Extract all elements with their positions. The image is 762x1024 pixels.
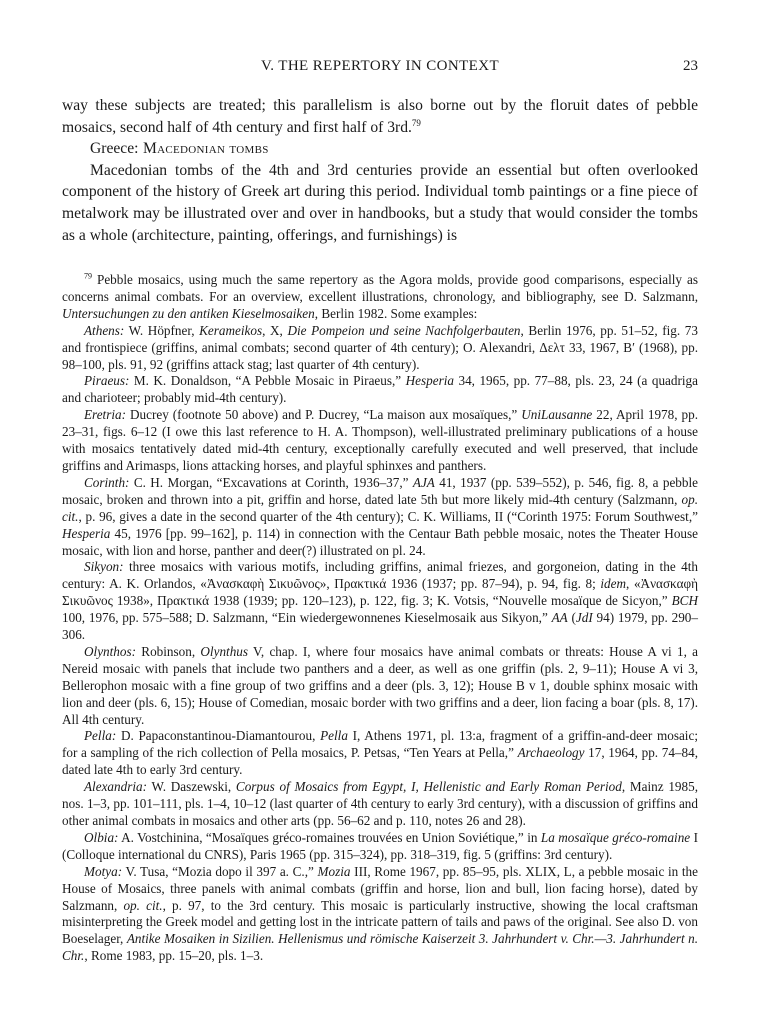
footnote-79: $^{79}$ Pebble mosaics, using much the same repertory as the Agora molds, provide good comparisons, especially as concerns animal combats. For an overview, excellent illustrations, chronology, and bibliography, see D. Salzmann, Untersuchungen zu den antiken Kieselmosaiken, Berlin 1982. Some examples: — [62, 271, 698, 321]
footnote-entry-olynthos: Olynthos: Robinson, Olynthus V, chap. I, where four mosaics have animal combats or threats: House A vi 1, a Nereid mosaic with panels that include two panthers and a deer, as well as one griffin (pls. 2, 9–11); House A vi 3, Bellerophon mosaic with a fine group of two griffins and a deer (pls. 3, 12); House B v 1, double sphinx mosaic with lion and deer (pls. 6, 15); House of Comedian, mosaic border with two griffins and a deer, lion facing a boar (pls. 8, 17). All 4th century. — [62, 643, 698, 727]
running-head — [62, 58, 698, 78]
footnote-entry-olbia: Olbia: A. Vostchinina, “Mosaïques gréco-romaines trouvées en Union Soviétique,” in La mosaïque gréco-romaine I (Colloque international du CNRS), Paris 1965 (pp. 315–324), pp. 318–319, fig. 5 (griffins: 3rd century). — [62, 829, 698, 862]
section-heading: Greece: Macedonian tombs — [90, 140, 269, 158]
paragraph-continuation: way these subjects are treated; this parallelism is also borne out by the floruit dates of pebble mosaics, second half of 4th century and first half of 3rd.$^{79}$ — [62, 97, 698, 136]
footnote-entry-sikyon: Sikyon: three mosaics with various motifs, including griffins, animal friezes, and gorgoneion, dating in the 4th century: A. K. Orlandos, «Ἀνασκαφὴ Σικυῶνος», Πρακτικά 1936 (1937; pp. 87–94), p. 94, fig. 8; idem, «Ἀνασκαφὴ Σικυῶνος 1938», Πρακτικά 1938 (1939; pp. 120–123), p. 122, fig. 3; K. Votsis, “Nouvelle mosaïque de Sicyon,” BCH 100, 1976, pp. 575–588; D. Salzmann, “Ein wiedergewonnenes Kieselmosaik aus Sikyon,” AA (JdI 94) 1979, pp. 290–306. — [62, 559, 698, 643]
footnote-entry-pella: Pella: D. Papaconstantinou-Diamantourou, Pella I, Athens 1971, pl. 13:a, fragment of a griffin-and-deer mosaic; for a sampling of the rich collection of Pella mosaics, P. Petsas, “Ten Years at Pella,” Archaeology 17, 1964, pp. 74–84, dated late 4th to early 3rd century. — [62, 728, 698, 778]
footnote-entry-eretria: Eretria: Ducrey (footnote 50 above) and P. Ducrey, “La maison aux mosaïques,” UniLausanne 22, April 1978, pp. 23–31, figs. 6–12 (I owe this last reference to H. A. Thompson), well-illustrated preliminary publications of a house with mosaics tentatively dated mid-4th century, exceptionally carefully executed and well preserved, that include griffins and Arimasps, lions attacking horses, and playful sphinxes and panthers. — [62, 407, 698, 473]
page-number: 23 — [683, 58, 698, 74]
paragraph-macedonian-tombs: Macedonian tombs of the 4th and 3rd centuries provide an essential but often overlooked component of the history of Greek art during this period. Individual tomb paintings or a fine piece of metalwork may be illustrated over and over in handbooks, but a study that would consider the tombs as a whole (architecture, painting, offerings, and furnishings) is — [62, 161, 698, 244]
footnote-reference: 79 — [411, 117, 421, 128]
footnote-entry-athens: Athens: W. Höpfner, Kerameikos, X, Die Pompeion und seine Nachfolgerbauten, Berlin 1976, pp. 51–52, fig. 73 and frontispiece (griffins, animal combats; second quarter of 4th century); O. Alexandri, Δελτ 33, 1967, Β′ (1968), pp. 98–100, pls. 91, 92 (griffins attack stag; last quarter of 4th century). — [62, 322, 699, 372]
footnotes — [62, 272, 698, 965]
footnote-entry-alexandria: Alexandria: W. Daszewski, Corpus of Mosaics from Egypt, I, Hellenistic and Early Roman Period, Mainz 1985, nos. 1–3, pp. 101–111, pls. 1–4, 10–12 (last quarter of 4th century to early 3rd century), with a discussion of griffins and other animal combats in mosaics and other arts (pp. 56–62 and p. 110, notes 26 and 28). — [62, 779, 698, 828]
footnote-entry-piraeus: Piraeus: M. K. Donaldson, “A Pebble Mosaic in Piraeus,” Hesperia 34, 1965, pp. 77–88, pls. 23, 24 (a quadriga and charioteer; probably mid-4th century). — [62, 373, 698, 406]
running-title: V. THE REPERTORY IN CONTEXT — [260, 58, 500, 74]
main-text — [62, 95, 698, 246]
footnote-entry-corinth: Corinth: C. H. Morgan, “Excavations at Corinth, 1936–37,” AJA 41, 1937 (pp. 539–552), p. 546, fig. 8, a pebble mosaic, broken and thrown into a pit, griffin and horse, dated late 5th but more likely mid-4th century (Salzmann, op. cit., p. 96, gives a date in the second quarter of the 4th century); C. K. Williams, II (“Corinth 1975: Forum Southwest,” Hesperia 45, 1976 [pp. 99–162], p. 114) in connection with the Centaur Bath pebble mosaic, notes the Theater House mosaic, with lion and horse, panther and deer(?) illustrated on pl. 24. — [62, 474, 698, 558]
footnote-entry-motya: Motya: V. Tusa, “Mozia dopo il 397 a. C.,” Mozia III, Rome 1967, pp. 85–95, pls. XLIX, L, a pebble mosaic in the House of Mosaics, three panels with animal combats (griffin and horse, lion and bull, lion facing horse), dated by Salzmann, op. cit., p. 97, to the 3rd century. This mosaic is particularly instructive, showing the local craftsman misinterpreting the Greek model and getting lost in the intricate pattern of tails and paws of the original. See also D. von Boeselager, Antike Mosaiken in Sizilien. Hellenismus und römische Kaiserzeit 3. Jahrhundert v. Chr.—3. Jahrhundert n. Chr., Rome 1983, pp. 15–20, pls. 1–3. — [62, 863, 699, 964]
